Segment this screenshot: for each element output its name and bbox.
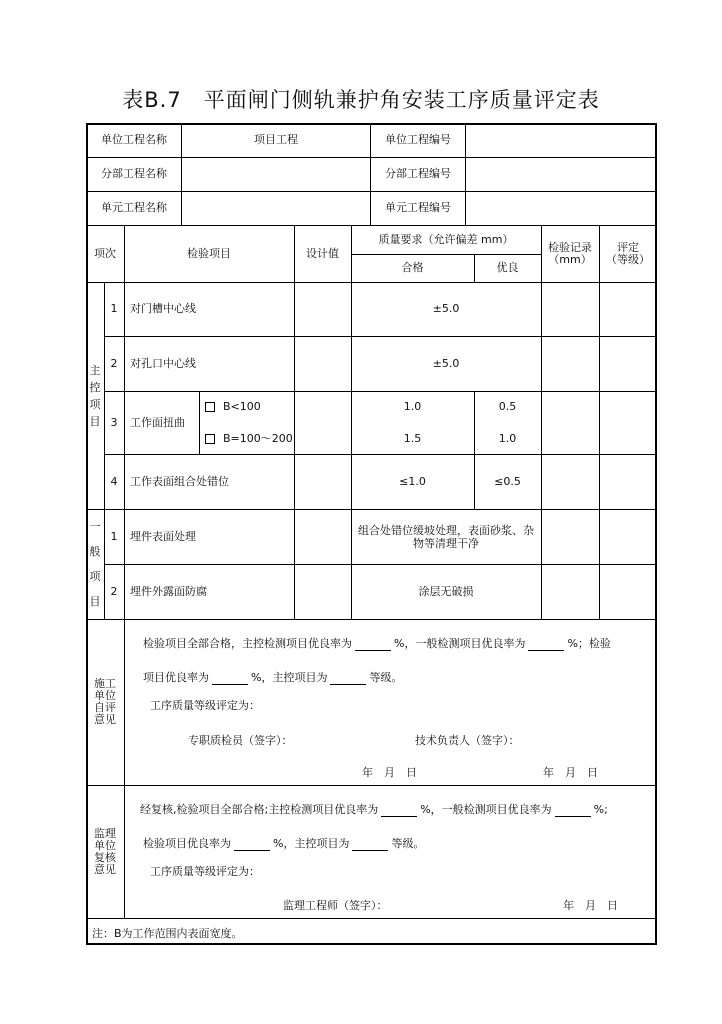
element-project-name-label: 单元工程名称 bbox=[101, 201, 167, 214]
checkbox-icon[interactable] bbox=[205, 434, 215, 444]
fill-blank[interactable] bbox=[212, 673, 248, 685]
label-char: 单位 bbox=[94, 838, 116, 852]
text: %；检验 bbox=[567, 637, 611, 650]
sub-item-b-label: B=100～200 bbox=[223, 431, 293, 445]
item-name: 埋件表面处理 bbox=[130, 529, 196, 543]
rating-label: 评定 bbox=[617, 240, 639, 254]
text: %，主控项目为 bbox=[251, 671, 328, 684]
item-no: 1 bbox=[110, 529, 118, 543]
item-no: 2 bbox=[110, 356, 118, 370]
item-name: 对孔口中心线 bbox=[130, 356, 196, 370]
fill-blank[interactable] bbox=[381, 805, 417, 817]
tech-lead-signature: 技术负责人（签字）： bbox=[415, 734, 520, 747]
group-char: 目 bbox=[89, 414, 101, 428]
fill-blank[interactable] bbox=[528, 639, 564, 651]
general-group-label bbox=[86, 509, 104, 619]
engineer-signature: 监理工程师（签字）： bbox=[283, 899, 388, 912]
checkbox-icon[interactable] bbox=[205, 402, 215, 412]
main-group-label bbox=[86, 282, 104, 509]
label-char: 复核 bbox=[94, 850, 116, 864]
sub-item-a[interactable] bbox=[199, 391, 294, 423]
text: 等级。 bbox=[391, 837, 425, 850]
col-header-item-no: 项次 bbox=[94, 246, 116, 260]
inspector-signature: 专职质检员（签字）： bbox=[188, 734, 293, 747]
item-no: 3 bbox=[110, 415, 118, 429]
sub-b-excellent: 1.0 bbox=[498, 431, 517, 445]
label-char: 施工 bbox=[94, 677, 116, 690]
text: %，主控项目为 bbox=[273, 837, 350, 850]
label-char: 意见 bbox=[94, 862, 116, 876]
label-char: 自评 bbox=[94, 701, 116, 714]
col-divider bbox=[294, 225, 295, 619]
item-name: 埋件外露面防腐 bbox=[130, 584, 207, 598]
row-divider bbox=[86, 785, 657, 786]
item-name: 工作面扭曲 bbox=[130, 415, 185, 429]
group-char: 主 bbox=[89, 363, 101, 377]
item-name: 工作表面组合处错位 bbox=[130, 474, 229, 488]
sub-project-code-label: 分部工程编号 bbox=[385, 167, 451, 180]
record-label: 检验记录 bbox=[548, 240, 592, 254]
item-no: 1 bbox=[110, 302, 118, 315]
page-title: 表B.7 平面闸门侧轨兼护角安装工序质量评定表 bbox=[122, 88, 600, 112]
fill-blank[interactable] bbox=[330, 673, 366, 685]
date: 年 月 日 bbox=[563, 899, 618, 912]
group-char: 项 bbox=[89, 397, 101, 411]
item-name: 对门槽中心线 bbox=[130, 302, 196, 315]
sub-project-name-label: 分部工程名称 bbox=[101, 167, 167, 180]
col-divider bbox=[599, 225, 600, 619]
group-char: 目 bbox=[89, 595, 101, 608]
item-requirement bbox=[351, 509, 541, 564]
requirement-line: 组合处错位缓坡处理，表面砂浆、杂 bbox=[358, 523, 534, 537]
footnote: 注：B为工作范围内表面宽度。 bbox=[92, 927, 243, 940]
fill-blank[interactable] bbox=[352, 839, 388, 851]
record-unit: （mm） bbox=[548, 252, 592, 266]
date: 年 月 日 bbox=[543, 766, 598, 779]
sub-b-qualified: 1.5 bbox=[403, 431, 422, 445]
fill-blank[interactable] bbox=[234, 839, 270, 851]
label-char: 意见 bbox=[94, 713, 116, 726]
col-header-qualified: 合格 bbox=[401, 261, 424, 274]
supervision-line1 bbox=[140, 801, 608, 817]
col-header-excellent: 优良 bbox=[496, 261, 519, 274]
row-divider bbox=[86, 619, 657, 620]
item-excellent: ≤0.5 bbox=[494, 474, 521, 488]
text: %，一般检测项目优良率为 bbox=[420, 803, 552, 816]
supervision-line3: 工序质量等级评定为： bbox=[150, 865, 260, 878]
label-char: 监理 bbox=[94, 826, 116, 840]
group-char: 般 bbox=[89, 545, 101, 558]
unit-project-name-value: 项目工程 bbox=[254, 133, 298, 146]
sub-a-qualified: 1.0 bbox=[403, 400, 422, 413]
group-char: 一 bbox=[89, 520, 101, 533]
text: 项目优良率为 bbox=[143, 671, 209, 684]
col-divider bbox=[124, 619, 125, 918]
col-header-rating bbox=[599, 225, 657, 282]
item-requirement: ±5.0 bbox=[432, 356, 460, 370]
date: 年 月 日 bbox=[362, 766, 417, 779]
element-project-code-label: 单元工程编号 bbox=[385, 201, 451, 214]
sub-item-a-label: B<100 bbox=[223, 400, 261, 413]
item-requirement: 涂层无破损 bbox=[418, 584, 474, 598]
col-divider bbox=[541, 225, 542, 619]
construction-line2 bbox=[143, 669, 402, 685]
supervision-line2 bbox=[143, 835, 424, 851]
col-header-record bbox=[541, 225, 599, 282]
col-header-quality-req: 质量要求（允许偏差 mm） bbox=[378, 232, 514, 246]
col-header-inspection-item: 检验项目 bbox=[187, 246, 231, 260]
construction-line3: 工序质量等级评定为： bbox=[150, 699, 260, 712]
label-char: 单位 bbox=[94, 689, 116, 702]
item-qualified: ≤1.0 bbox=[399, 474, 426, 488]
sub-a-excellent: 0.5 bbox=[498, 400, 517, 413]
item-requirement: ±5.0 bbox=[432, 302, 460, 315]
text: %，一般检测项目优良率为 bbox=[394, 637, 526, 650]
item-no: 4 bbox=[110, 474, 118, 488]
construction-line1 bbox=[143, 635, 611, 651]
construction-opinion-label bbox=[86, 619, 124, 785]
supervision-opinion-label bbox=[86, 785, 124, 918]
group-char: 控 bbox=[89, 380, 101, 394]
text: 经复核,检验项目全部合格;主控检测项目优良率为 bbox=[140, 803, 379, 816]
fill-blank[interactable] bbox=[355, 639, 391, 651]
row-divider bbox=[86, 918, 657, 919]
unit-project-name-label: 单位工程名称 bbox=[101, 133, 167, 146]
sub-item-b[interactable] bbox=[199, 423, 294, 454]
text: %; bbox=[593, 803, 608, 816]
fill-blank[interactable] bbox=[555, 805, 591, 817]
text: 检验项目全部合格，主控检测项目优良率为 bbox=[143, 637, 352, 650]
group-char: 项 bbox=[89, 570, 101, 583]
rating-unit: （等级） bbox=[606, 252, 650, 266]
item-no: 2 bbox=[110, 584, 118, 598]
requirement-line: 物等清理干净 bbox=[413, 536, 479, 550]
unit-project-code-label: 单位工程编号 bbox=[385, 133, 451, 146]
text: 等级。 bbox=[369, 671, 403, 684]
text: 检验项目优良率为 bbox=[143, 837, 231, 850]
col-header-design-value: 设计值 bbox=[306, 246, 339, 260]
